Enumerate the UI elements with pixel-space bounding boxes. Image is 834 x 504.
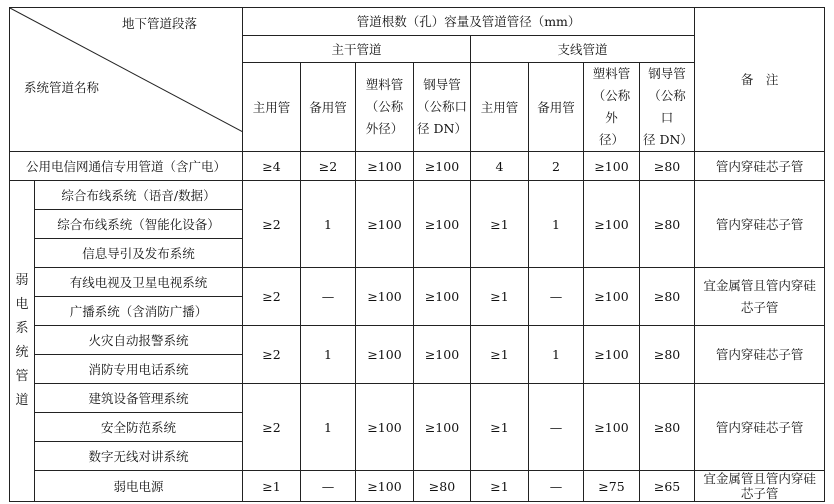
remark-cell: 宜金属管且管内穿硅芯子管: [695, 471, 825, 502]
col-plastic-header: [356, 63, 414, 152]
value-cell: ≥2: [243, 384, 301, 471]
value-cell: ≥1: [471, 384, 529, 471]
system-name: 弱电电源: [35, 471, 243, 502]
value-cell: ≥80: [640, 384, 695, 471]
col-branch-spare-header: 备用管: [529, 63, 584, 152]
weak-current-group-label: [10, 181, 35, 502]
system-name: 建筑设备管理系统: [35, 384, 243, 413]
value-cell: ≥75: [584, 471, 640, 502]
corner-top-label: 地下管道段落: [122, 16, 198, 31]
system-name: 消防专用电话系统: [35, 355, 243, 384]
value-cell: ≥100: [414, 181, 471, 268]
remark-cell: 管内穿硅芯子管: [695, 326, 825, 384]
value-cell: 1: [529, 326, 584, 384]
value-cell: ≥1: [471, 181, 529, 268]
system-name: 综合布线系统（智能化设备）: [35, 210, 243, 239]
col-branch-plastic-line2: （公称外: [592, 88, 631, 125]
value-cell: ≥100: [356, 326, 414, 384]
col-branch-main-header: 主用管: [471, 63, 529, 152]
main-pipe-header: 主干管道: [243, 36, 471, 63]
corner-bottom-label: 系统管道名称: [24, 80, 100, 95]
col-branch-steel-line3: 径 DN）: [643, 132, 693, 147]
col-plastic-line1: 塑料管: [365, 77, 404, 92]
value-cell: —: [301, 268, 356, 326]
value-cell: ≥1: [471, 326, 529, 384]
col-steel-line1: 钢导管: [423, 77, 461, 92]
public-row-name: 公用电信网通信专用管道（含广电）: [10, 152, 243, 181]
value-cell: ≥2: [243, 181, 301, 268]
value-cell: 1: [301, 326, 356, 384]
weak-group-char: 统: [15, 345, 29, 360]
value-cell: ≥100: [584, 268, 640, 326]
col-plastic-line3: 外径）: [365, 121, 404, 136]
weak-group-char: 系: [15, 321, 29, 336]
col-steel-line2: （公称口: [417, 99, 468, 114]
col-spare-header: 备用管: [301, 63, 356, 152]
remark-cell: 管内穿硅芯子管: [695, 384, 825, 471]
system-name: 数字无线对讲系统: [35, 442, 243, 471]
col-steel-header: [414, 63, 471, 152]
col-plastic-line2: （公称: [365, 99, 404, 114]
value-cell: ≥2: [243, 268, 301, 326]
value-cell: ≥100: [356, 181, 414, 268]
system-name: 信息导引及发布系统: [35, 239, 243, 268]
capacity-group-header: 管道根数（孔）容量及管道管径（mm）: [243, 8, 695, 36]
weak-group-char: 道: [15, 393, 29, 408]
system-name: 火灾自动报警系统: [35, 326, 243, 355]
value-cell: —: [301, 471, 356, 502]
value-cell: ≥100: [414, 384, 471, 471]
value-cell: ≥1: [471, 471, 529, 502]
value-cell: ≥100: [356, 384, 414, 471]
value-cell: —: [529, 384, 584, 471]
value-cell: ≥100: [414, 326, 471, 384]
system-name: 有线电视及卫星电视系统: [35, 268, 243, 297]
pipe-capacity-table: [9, 7, 825, 502]
system-name: 综合布线系统（语音/数据）: [35, 181, 243, 210]
value-cell: ≥80: [640, 326, 695, 384]
public-row-plastic: ≥100: [356, 152, 414, 181]
public-row-spare: ≥2: [301, 152, 356, 181]
corner-header-cell: [10, 8, 243, 152]
col-steel-line3: 径 DN）: [417, 121, 467, 136]
pipe-capacity-table-container: [9, 7, 825, 502]
value-cell: ≥100: [584, 181, 640, 268]
col-branch-plastic-line3: 径）: [598, 132, 624, 147]
col-branch-steel-line1: 钢导管: [648, 66, 686, 81]
col-branch-plastic-line1: 塑料管: [592, 66, 631, 81]
value-cell: 1: [301, 384, 356, 471]
remark-cell: 管内穿硅芯子管: [695, 181, 825, 268]
col-main-header: 主用管: [243, 63, 301, 152]
value-cell: ≥100: [584, 326, 640, 384]
public-row-branch-steel: ≥80: [640, 152, 695, 181]
value-cell: ≥100: [356, 268, 414, 326]
col-branch-plastic-header: [584, 63, 640, 152]
col-branch-steel-header: [640, 63, 695, 152]
public-row-main: ≥4: [243, 152, 301, 181]
value-cell: 1: [301, 181, 356, 268]
system-name: 安全防范系统: [35, 413, 243, 442]
public-row-branch-plastic: ≥100: [584, 152, 640, 181]
value-cell: —: [529, 268, 584, 326]
public-row-branch-spare: 2: [529, 152, 584, 181]
value-cell: ≥80: [414, 471, 471, 502]
weak-group-char: 弱: [15, 273, 29, 288]
remark-cell: 宜金属管且管内穿硅芯子管: [695, 268, 825, 326]
public-row-remark: 管内穿硅芯子管: [695, 152, 825, 181]
remark-header: 备 注: [695, 8, 825, 152]
value-cell: ≥100: [584, 384, 640, 471]
public-row-branch-main: 4: [471, 152, 529, 181]
value-cell: ≥80: [640, 268, 695, 326]
system-name: 广播系统（含消防广播）: [35, 297, 243, 326]
value-cell: 1: [529, 181, 584, 268]
value-cell: ≥100: [356, 471, 414, 502]
public-row-steel: ≥100: [414, 152, 471, 181]
weak-group-char: 管: [15, 369, 29, 384]
value-cell: ≥65: [640, 471, 695, 502]
col-branch-steel-line2: （公称口: [648, 88, 686, 125]
value-cell: ≥2: [243, 326, 301, 384]
value-cell: ≥1: [243, 471, 301, 502]
value-cell: —: [529, 471, 584, 502]
value-cell: ≥100: [414, 268, 471, 326]
weak-group-char: 电: [15, 297, 29, 312]
branch-pipe-header: 支线管道: [471, 36, 695, 63]
value-cell: ≥1: [471, 268, 529, 326]
value-cell: ≥80: [640, 181, 695, 268]
